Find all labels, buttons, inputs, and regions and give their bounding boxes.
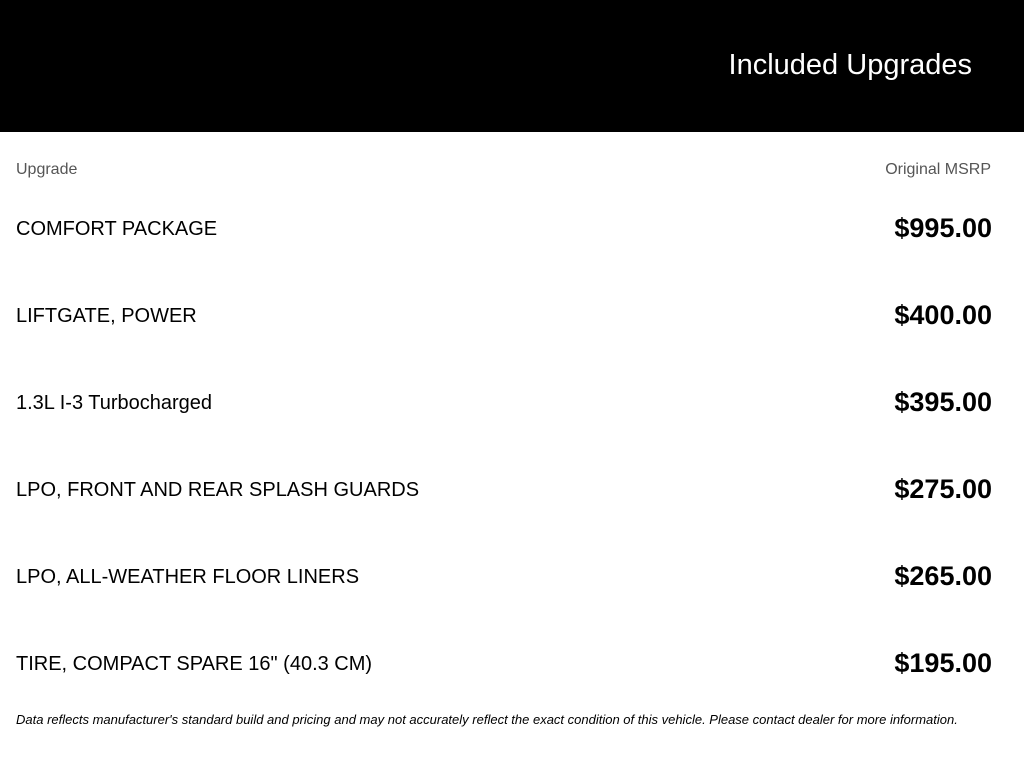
page-title: Included Upgrades (728, 49, 972, 81)
upgrades-list (0, 184, 1024, 706)
upgrade-row (0, 271, 1024, 358)
upgrade-price: $275.00 (894, 474, 992, 504)
upgrade-name: LIFTGATE, POWER (16, 305, 197, 327)
upgrade-price: $400.00 (894, 300, 992, 330)
upgrade-price: $265.00 (894, 561, 992, 591)
upgrade-price: $995.00 (894, 213, 992, 243)
upgrade-name: COMFORT PACKAGE (16, 218, 218, 240)
header-bar (0, 0, 1024, 132)
upgrade-name: LPO, FRONT AND REAR SPLASH GUARDS (16, 479, 420, 501)
upgrade-row (0, 619, 1024, 706)
upgrade-row (0, 445, 1024, 532)
upgrade-name: LPO, ALL-WEATHER FLOOR LINERS (16, 566, 360, 588)
upgrade-row (0, 532, 1024, 619)
upgrade-row (0, 358, 1024, 445)
upgrade-name: TIRE, COMPACT SPARE 16" (40.3 CM) (16, 653, 373, 675)
upgrade-name: 1.3L I-3 Turbocharged (16, 392, 213, 414)
upgrade-price: $195.00 (894, 648, 992, 678)
upgrade-price: $395.00 (894, 387, 992, 417)
column-header-msrp: Original MSRP (885, 161, 991, 178)
column-header-upgrade: Upgrade (16, 161, 78, 178)
upgrade-row (0, 184, 1024, 271)
disclaimer-text: Data reflects manufacturer's standard build and pricing and may not accurately reflect the exact condition of this vehicle. Please contact dealer for more information. (16, 712, 958, 727)
